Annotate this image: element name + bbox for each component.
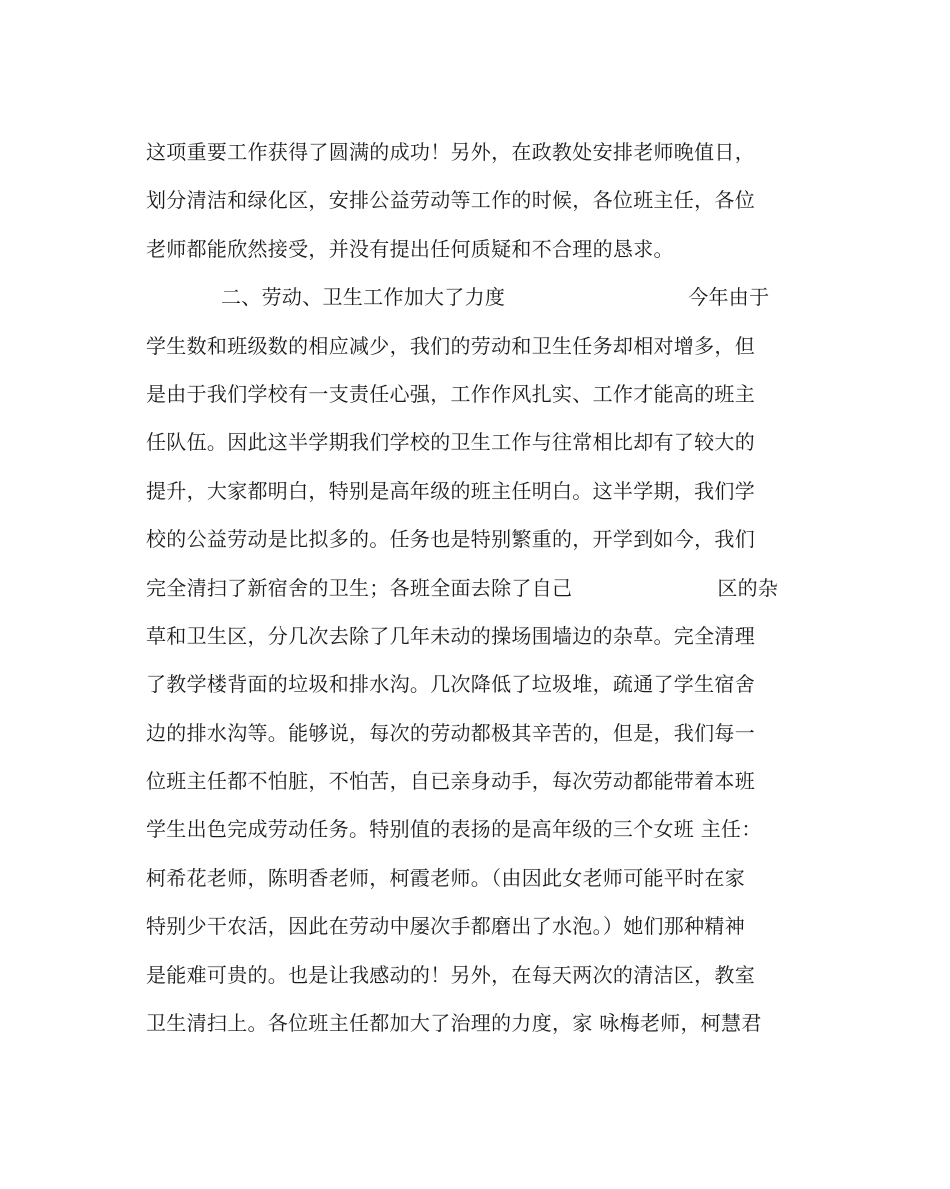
text-line-3: 老师都能欣然接受，并没有提出任何质疑和不合理的恳求。 bbox=[146, 236, 674, 261]
text-line-12: 了教学楼背面的垃圾和排水沟。几次降低了垃圾堆，疏通了学生宿舍 bbox=[146, 672, 755, 697]
text-line-9: 校的公益劳动是比拟多的。任务也是特别繁重的，开学到如今，我们 bbox=[146, 527, 755, 552]
split-line-after: 区的杂 bbox=[717, 575, 779, 600]
split-text-line bbox=[146, 564, 811, 612]
text-line-6: 是由于我们学校有一支责任心强，工作作风扎实、工作才能高的班主 bbox=[146, 381, 755, 406]
text-line-13: 边的排水沟等。能够说，每次的劳动都极其辛苦的，但是，我们每一 bbox=[146, 720, 755, 745]
split-line-before: 完全清扫了新宿舍的卫生；各班全面去除了自己 bbox=[146, 575, 573, 600]
text-line-1: 这项重要工作获得了圆满的成功！另外，在政教处安排老师晚值日， bbox=[146, 140, 755, 164]
text-line-2: 划分清洁和绿化区，安排公益劳动等工作的时候，各位班主任，各位 bbox=[146, 188, 755, 213]
heading-continuation: 今年由于 bbox=[688, 285, 770, 310]
text-line-17: 特别少干农活，因此在劳动中屡次手都磨出了水泡。）她们那种精神 bbox=[146, 914, 745, 939]
text-line-11: 草和卫生区，分几次去除了几年未动的操场围墙边的杂草。完全清理 bbox=[146, 623, 755, 648]
section-heading-line bbox=[146, 273, 811, 321]
text-line-8: 提升，大家都明白，特别是高年级的班主任明白。这半学期，我们学 bbox=[146, 478, 755, 503]
text-line-15: 学生出色完成劳动任务。特别值的表扬的是高年级的三个女班 主任： bbox=[146, 817, 762, 842]
text-line-5: 学生数和班级数的相应减少，我们的劳动和卫生任务却相对增多，但 bbox=[146, 333, 755, 358]
text-line-16: 柯希花老师，陈明香老师，柯霞老师。（由因此女老师可能平时在家 bbox=[146, 865, 745, 890]
text-line-18: 是能难可贵的。也是让我感动的！另外，在每天两次的清洁区，教室 bbox=[146, 962, 755, 987]
text-line-7: 任队伍。因此这半学期我们学校的卫生工作与往常相比却有了较大的 bbox=[146, 430, 755, 455]
text-line-19: 卫生清扫上。各位班主任都加大了治理的力度，家 咏梅老师，柯慧君 bbox=[146, 1011, 762, 1036]
text-line-14: 位班主任都不怕脏，不怕苦，自已亲身动手，每次劳动都能带着本班 bbox=[146, 769, 755, 794]
body-text bbox=[146, 128, 811, 1047]
section-heading: 二、劳动、卫生工作加大了力度 bbox=[221, 285, 506, 310]
